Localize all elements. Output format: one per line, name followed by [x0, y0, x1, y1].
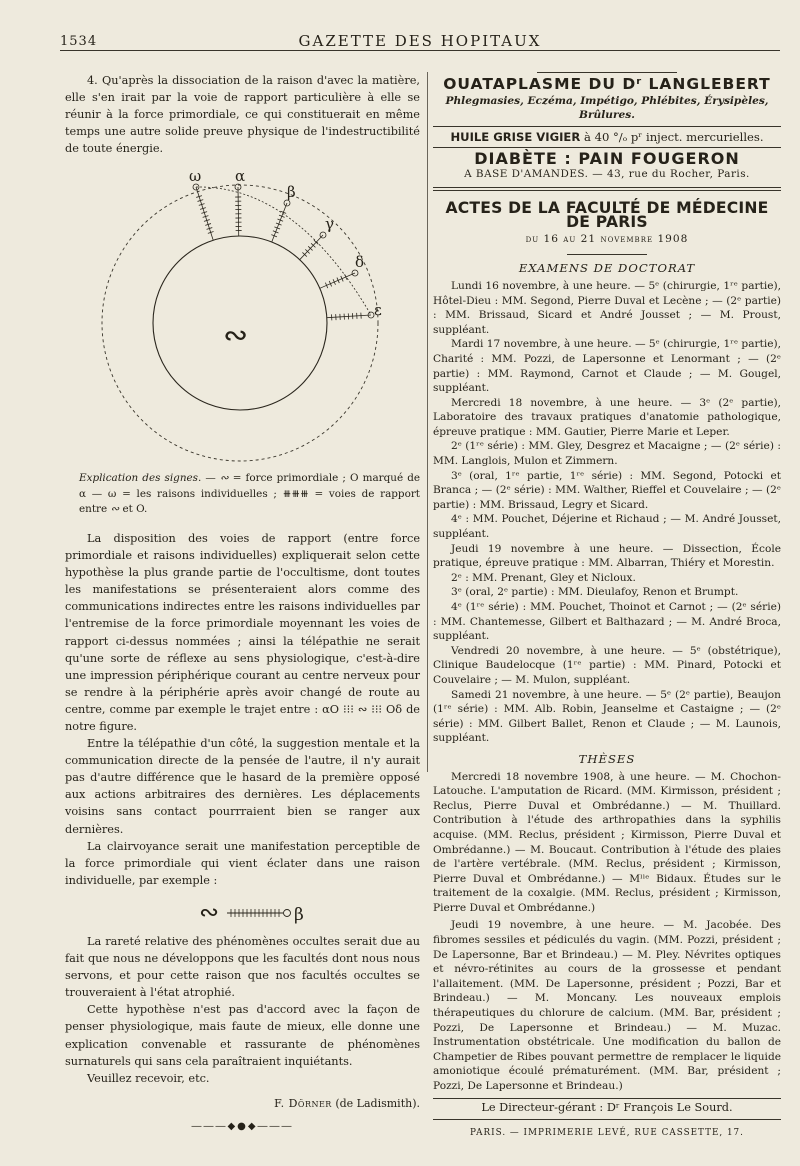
caption-heading: Explication des signes. —: [79, 472, 216, 485]
caption-text-3: et O.: [122, 503, 148, 516]
label-beta: β: [287, 183, 296, 202]
section-title: ACTES DE LA FACULTÉ DE MÉDECINE DE PARIS: [445, 198, 769, 232]
these-entry: Jeudi 19 novembre, à une heure. — M. Jacobée. Des fibromes sessiles et pédiculés du vagin. (MM. Pozzi, président ; De Lapersonne, Bar et Brindeau.) — M. Pley. Névrites optiques et névro-rétinites au cours de la grossesse et pendant l'allaitement. (MM. De Lapersonne, président ; Pozzi, Bar et Brindeau.) — M. Moncany. Les nouveaux emplois thérapeutiques du chlorure de calcium. (MM. Bar, président ; Pozzi, De Lapersonne et Brindeau.) — M. Muzac. Instrumentation obstétricale. Une modification du ballon de Champetier de Ribes pouvant permettre de remplacer le liquide amoniotique écoulé prématurément. (MM. Bar, président ; Pozzi, De Lapersonne et Brindeau.): [433, 919, 781, 1092]
rapport-path: [327, 315, 371, 318]
exam-entry: Jeudi 19 novembre à une heure. — Dissection, École pratique, épreuve pratique : MM. Albarran, Thiéry et Morestin.: [433, 542, 781, 570]
beta-label: β: [294, 904, 304, 925]
primordial-symbol-icon: ∾: [219, 472, 229, 485]
right-column: [433, 72, 781, 1141]
caption-text-2: = voies de rapport entre: [79, 487, 420, 516]
exam-entry: Lundi 16 novembre, à une heure. — 5ᵉ (chirurgie, 1ʳᵉ partie), Hôtel-Dieu : MM. Segond, Pierre Duval et Lecène ; — (2ᵉ partie) : MM. Brissaud, Sicard et André Jousset ; — M. Proust, suppléant.: [433, 279, 781, 336]
exam-entry: 3ᵉ (oral, 1ʳᵉ partie, 1ʳᵉ série) : MM. Segond, Potocki et Branca ; — (2ᵉ série) : MM. Walther, Rieffel et Couvelaire ; — (2ᵉ partie) : MM. Brissaud, Legry et Sicard.: [433, 469, 781, 511]
footer-rule: [433, 1098, 781, 1099]
paragraph-4: 4. Qu'après la dissociation de la raison d'avec la matière, elle s'en irait par la voie de rapport particulière à elle se réunir à la force primordiale, ce qui constituerait en même temps une autre solide preuve physique de l'indestructibilité de toute énergie.: [65, 74, 420, 156]
diagram-svg: [65, 165, 420, 465]
exam-entry: 2ᵉ (1ʳᵉ série) : MM. Gley, Desgrez et Macaigne ; — (2ᵉ série) : MM. Langlois, Mulon et Zimmern.: [433, 440, 781, 468]
label-alpha: α: [235, 167, 246, 186]
exam-entry: 3ᵉ (oral, 2ᵉ partie) : MM. Dieulafoy, Renon et Brumpt.: [451, 586, 739, 599]
exam-entry: Vendredi 20 novembre, à une heure. — 5ᵉ (obstétrique), Clinique Baudelocque (1ʳᵉ partie) : MM. Pinard, Potocki et Couvelaire ; — M. Mulon, suppléant.: [433, 644, 781, 686]
clairvoyance-svg: [65, 895, 420, 929]
primordial-symbol-icon-2: ∾: [110, 503, 120, 516]
paragraph-rarete: La rareté relative des phénomènes occultes serait due au fait que nous ne développons que les facultés dont nous nous servons, et pour cette raison que nos facultés occultes se trouveraient à l'état atrophié.: [65, 934, 420, 1000]
rapport-path: [300, 235, 323, 260]
paragraph-clairvoyance: La clairvoyance serait une manifestation perceptible de la force primordiale qui vient éclater dans une raison individuelle, par exemple :: [65, 839, 420, 887]
header-rule: [60, 50, 780, 51]
left-column: [65, 72, 420, 1135]
paragraph-telepathie: Entre la télépathie d'un côté, la suggestion mentale et la communication directe de la pensée de l'autre, il n'y aurait pas d'autre différence que le hasard de la première opposé aux actions arbitraires des dernières. Les déplacements voisins sans contact pourrraient bien se ranger aux dernières.: [65, 737, 420, 836]
label-delta: δ: [355, 253, 365, 272]
ad-rule-top: [537, 72, 677, 73]
exam-entry: Mardi 17 novembre, à une heure. — 5ᵉ (chirurgie, 1ʳᵉ partie), Charité : MM. Pozzi, de Lapersonne et Lenormant ; — (2ᵉ partie) : MM. Raymond, Carnot et Claude ; — M. Gougel, suppléant.: [433, 338, 781, 395]
rapport-path: [238, 187, 239, 236]
occultism-diagram: [65, 165, 420, 465]
ad-huile-grise: [433, 130, 781, 145]
ad-rule-1: [433, 126, 781, 127]
exam-entry: 4ᵉ (1ʳᵉ série) : MM. Pouchet, Thoinot et Carnot ; — (2ᵉ série) : MM. Chantemesse, Gilbert et Balthazard ; — M. André Broca, suppléant.: [433, 601, 781, 643]
these-entry: Mercredi 18 novembre 1908, à une heure. — M. Chochon-Latouche. L'amputation de Ricard. (MM. Kirmisson, président ; Reclus, Pierre Duval et Ombrédanne.) — M. Thuillard. Contribution à l'étude des arthropathies dans la syphilis acquise. (MM. Reclus, président ; Kirmisson, Pierre Duval et Ombrédanne.) — M. Boucaut. Contribution à l'étude des plaies de l'artère vertébrale. (MM. Reclus, président ; Kirmisson, Pierre Duval et Ombrédanne.) — Mˡˡᵉ Bidaux. Études sur le traitement de la coxalgie. (MM. Reclus, président ; Kirmisson, Pierre Duval et Ombrédanne.): [433, 770, 781, 914]
rapport-path: [320, 273, 355, 288]
path-hatch-icon: ⧻⧻⧻: [282, 487, 309, 500]
ad-ouataplasme-sub: Phlegmasies, Eczéma, Impétigo, Phlébites, Érysipèles, Brûlures.: [445, 94, 769, 122]
paragraph-closing: Veuillez recevoir, etc.: [87, 1071, 210, 1085]
label-gamma: γ: [325, 215, 334, 234]
figure-caption: [65, 471, 420, 518]
subhead-theses: THÈSES: [578, 751, 636, 766]
center-symbol: ∾: [223, 318, 249, 354]
signature-name: F. Dörner: [274, 1096, 332, 1110]
director-line: Le Directeur-gérant : Dʳ François Le Sourd.: [481, 1100, 733, 1114]
column-divider: [427, 72, 428, 772]
caption-text-1: = force primordiale ; O marqué de α — ω = les raisons individuelles ;: [79, 472, 420, 500]
rapport-paths: [193, 184, 374, 320]
ad-diabete-title: DIABÈTE : PAIN FOUGERON: [474, 149, 740, 169]
ad-rule-3b: [433, 190, 781, 191]
footer-rule-2: [433, 1119, 781, 1120]
section-rule: [567, 254, 647, 255]
exam-entry: 4ᵉ : MM. Pouchet, Déjerine et Richaud ; — M. André Jousset, suppléant.: [433, 513, 781, 541]
ad-huile-grise-name: HUILE GRISE VIGIER: [450, 129, 581, 144]
page-number: 1534: [60, 34, 98, 49]
exam-entry: 2ᵉ : MM. Prenant, Gley et Nicloux.: [451, 571, 636, 584]
points-arc: [196, 187, 371, 315]
label-epsilon: ε: [374, 301, 382, 320]
subhead-exams: EXAMENS DE DOCTORAT: [518, 261, 696, 276]
ad-ouataplasme-title: OUATAPLASME DU Dʳ LANGLEBERT: [443, 75, 771, 93]
exam-entry: Mercredi 18 novembre, à une heure. — 3ᵉ (2ᵉ partie), Laboratoire des travaux pratiques d'anatomie pathologique, épreuve pratique : MM. Gautier, Pierre Marie et Leper.: [433, 396, 781, 438]
ad-huile-grise-text: à 40 °/ₒ pʳ inject. mercurielles.: [580, 129, 764, 144]
section-dates: du 16 au 21 novembre 1908: [525, 232, 689, 245]
signature: [65, 1095, 420, 1112]
ad-rule-3: [433, 187, 781, 188]
end-ornament: ―――◆●◆―――: [191, 1120, 294, 1132]
ad-diabete-sub: A BASE D'AMANDES. — 43, rue du Rocher, Paris.: [464, 167, 750, 180]
paragraph-disposition: La disposition des voies de rapport (entre force primordiale et raisons individuelles) expliquerait selon cette hypothèse la plus grande partie de l'occultisme, dont toutes les manifestations se présenteraient alors comme des communications indirectes entre les raisons individuelles par l'entremise de la force primordiale moyennant les voies de rapport ci-dessus nommées ; ainsi la télépathie ne serait qu'une sorte de réflexe au sens physiologique, c'est-à-dire une impression périphérique courant au centre nerveux pour se rendre à la périphérie après avoir changé de route au centre, comme par exemple le trajet entre : αO ⁝⁝⁝ ∾ ⁝⁝⁝ Oδ de notre figure.: [65, 531, 420, 733]
primordial-symbol: ∾: [199, 897, 220, 926]
label-omega: ω: [189, 167, 202, 186]
exam-entry: Samedi 21 novembre, à une heure. — 5ᵉ (2ᵉ partie), Beaujon (1ʳᵉ série) : MM. Alb. Robin, Jeanselme et Castaigne ; — (2ᵉ série) : MM. Gilbert Ballet, Renon et Claude ; — M. Launois, suppléant.: [433, 688, 781, 745]
printer-line: PARIS. — IMPRIMERIE LEVÉ, RUE CASSETTE, 17.: [470, 1128, 744, 1139]
paragraph-hypothese: Cette hypothèse n'est pas d'accord avec la façon de penser physiologique, mais faute de mieux, elle donne une explication convenable et rassurante de phénomènes surnaturels qui sans cela paraîtraient inquiétants.: [65, 1003, 420, 1068]
clairvoyance-symbol: [65, 895, 420, 929]
ad-rule-2: [433, 147, 781, 148]
journal-title: GAZETTE DES HOPITAUX: [298, 32, 542, 50]
signature-place: (de Ladismith).: [335, 1096, 420, 1110]
